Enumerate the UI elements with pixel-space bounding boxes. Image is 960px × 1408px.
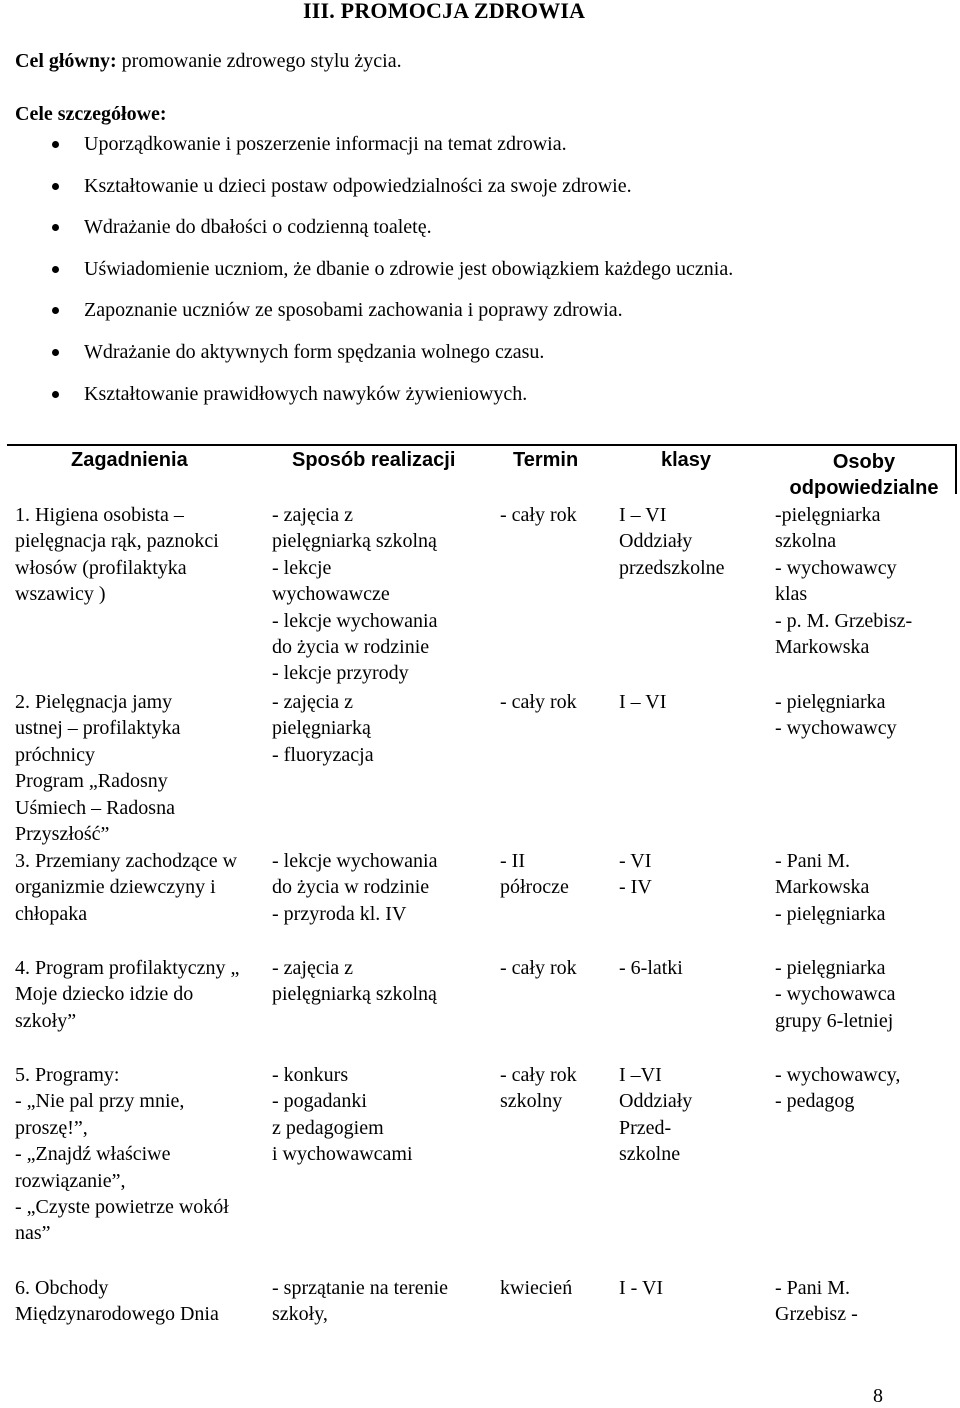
specific-goals-list	[0, 131, 733, 422]
list-item	[0, 256, 733, 298]
table-row-3-classes: - VI - IV	[619, 850, 652, 899]
table-right-border	[955, 444, 957, 494]
list-item	[0, 297, 733, 339]
table-row-1-persons: -pielęgniarka szkolna - wychowawcy klas - p. M. Grzebisz- Markowska	[775, 504, 913, 659]
page-number: 8	[873, 1385, 883, 1407]
table-row-5-term: - cały rok szkolny	[500, 1064, 577, 1113]
list-item-text: Kształtowanie prawidłowych nawyków żywieniowych.	[84, 382, 528, 405]
list-item-text: Wdrażanie do dbałości o codzienną toaletę.	[84, 216, 432, 239]
table-row-6-method: - sprzątanie na terenie szkoły,	[272, 1277, 449, 1326]
table-row-2-classes: I – VI	[619, 691, 667, 713]
header-classes: klasy	[661, 449, 712, 471]
list-item	[0, 339, 733, 381]
table-row-1-topic: 1. Higiena osobista – pielęgnacja rąk, paznokci włosów (profilaktyka wszawicy )	[15, 504, 219, 606]
table-row-3-term: - II półrocze	[500, 850, 569, 899]
header-method: Sposób realizacji	[292, 449, 456, 471]
table-row-5-persons: - wychowawcy, - pedagog	[775, 1064, 901, 1113]
specific-goals-heading: Cele szczegółowe:	[15, 103, 167, 125]
table-row-5-method: - konkurs - pogadanki z pedagogiem i wychowawcami	[272, 1064, 413, 1166]
list-item-text: Zapoznanie uczniów ze sposobami zachowania i poprawy zdrowia.	[84, 299, 623, 322]
header-term: Termin	[513, 449, 579, 471]
list-item	[0, 381, 733, 423]
table-row-2-persons: - pielęgniarka - wychowawcy	[775, 691, 897, 740]
bullet-icon	[52, 183, 59, 190]
bullet-icon	[52, 307, 59, 314]
table-row-4-persons: - pielęgniarka - wychowawca grupy 6-letniej	[775, 957, 896, 1032]
table-row-3-topic: 3. Przemiany zachodzące w organizmie dziewczyny i chłopaka	[15, 850, 238, 925]
table-row-4-term: - cały rok	[500, 957, 577, 979]
table-row-1-term: - cały rok	[500, 504, 577, 526]
health-promotion-table	[7, 444, 957, 1339]
main-goal-text: promowanie zdrowego stylu życia.	[116, 50, 402, 72]
bullet-icon	[52, 141, 59, 148]
table-row-2-topic: 2. Pielęgnacja jamy ustnej – profilaktyka próchnicy Program „Radosny Uśmiech – Radosna Przyszłość”	[15, 691, 181, 846]
list-item-text: Uświadomienie uczniom, że dbanie o zdrowie jest obowiązkiem każdego ucznia.	[84, 257, 734, 280]
table-row-6-classes: I - VI	[619, 1277, 664, 1299]
table-row-1-classes: I – VI Oddziały przedszkolne	[619, 504, 725, 579]
header-persons: Osoby odpowiedzialne	[789, 451, 939, 499]
table-row-5-topic: 5. Programy: - „Nie pal przy mnie, proszę!”, - „Znajdź właściwe rozwiązanie”, - „Czyste powietrze wokół nas”	[15, 1064, 229, 1245]
table-top-border	[7, 444, 957, 446]
table-row-6-topic: 6. Obchody Międzynarodowego Dnia	[15, 1277, 219, 1326]
bullet-icon	[52, 224, 59, 231]
list-item	[0, 214, 733, 256]
table-row-6-persons: - Pani M. Grzebisz -	[775, 1277, 858, 1326]
table-row-6-term: kwiecień	[500, 1277, 573, 1299]
bullet-icon	[52, 349, 59, 356]
table-row-4-topic: 4. Program profilaktyczny „ Moje dziecko idzie do szkoły”	[15, 957, 240, 1032]
table-row-2-term: - cały rok	[500, 691, 577, 713]
header-topic: Zagadnienia	[71, 449, 188, 471]
list-item-text: Wdrażanie do aktywnych form spędzania wolnego czasu.	[84, 340, 545, 363]
table-row-1-method: - zajęcia z pielęgniarką szkolną - lekcje wychowawcze - lekcje wychowania do życia w rodzinie - lekcje przyrody	[272, 504, 438, 685]
list-item	[0, 173, 733, 215]
main-goal-label: Cel główny:	[15, 50, 117, 72]
table-row-3-persons: - Pani M. Markowska - pielęgniarka	[775, 850, 886, 925]
bullet-icon	[52, 391, 59, 398]
page-title: III. PROMOCJA ZDROWIA	[303, 0, 586, 23]
list-item	[0, 131, 733, 173]
main-goal	[15, 50, 402, 73]
table-row-5-classes: I –VI Oddziały Przed- szkolne	[619, 1064, 693, 1166]
table-row-4-classes: - 6-latki	[619, 957, 683, 979]
list-item-text: Kształtowanie u dzieci postaw odpowiedzialności za swoje zdrowie.	[84, 174, 632, 197]
bullet-icon	[52, 266, 59, 273]
table-row-2-method: - zajęcia z pielęgniarką - fluoryzacja	[272, 691, 374, 766]
list-item-text: Uporządkowanie i poszerzenie informacji na temat zdrowia.	[84, 133, 567, 155]
table-row-4-method: - zajęcia z pielęgniarką szkolną	[272, 957, 437, 1006]
table-row-3-method: - lekcje wychowania do życia w rodzinie - przyroda kl. IV	[272, 850, 438, 925]
